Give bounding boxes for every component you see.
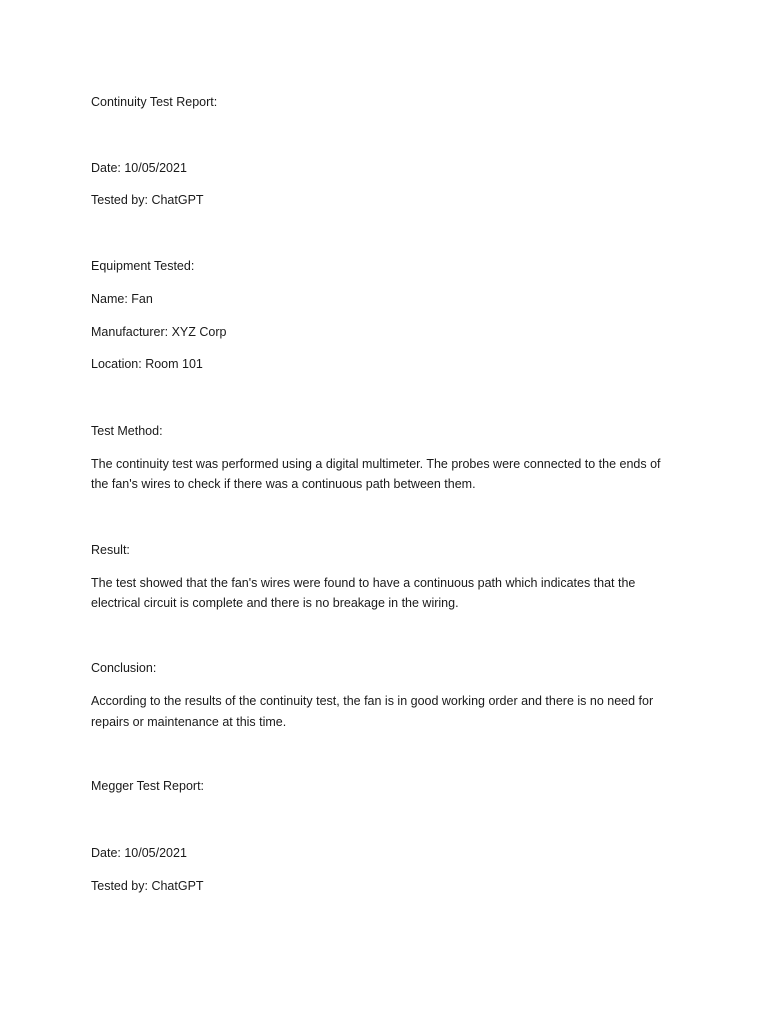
test-method-heading: Test Method: bbox=[91, 424, 163, 438]
megger-date: Date: 10/05/2021 bbox=[91, 846, 187, 860]
result-heading: Result: bbox=[91, 543, 130, 557]
result-line-2: electrical circuit is complete and there is no breakage in the wiring. bbox=[91, 596, 459, 610]
continuity-tested-by: Tested by: ChatGPT bbox=[91, 193, 204, 207]
equipment-heading: Equipment Tested: bbox=[91, 259, 195, 273]
continuity-report-heading: Continuity Test Report: bbox=[91, 95, 218, 109]
test-method-line-1: The continuity test was performed using a digital multimeter. The probes were connected to the ends of bbox=[91, 457, 661, 471]
conclusion-line-1: According to the results of the continuity test, the fan is in good working order and there is no need for bbox=[91, 694, 654, 708]
megger-tested-by: Tested by: ChatGPT bbox=[91, 879, 204, 893]
equipment-location: Location: Room 101 bbox=[91, 357, 203, 371]
conclusion-line-2: repairs or maintenance at this time. bbox=[91, 715, 287, 729]
test-method-line-2: the fan's wires to check if there was a continuous path between them. bbox=[91, 477, 476, 491]
result-line-1: The test showed that the fan's wires were found to have a continuous path which indicates that the bbox=[91, 576, 636, 590]
equipment-manufacturer: Manufacturer: XYZ Corp bbox=[91, 325, 227, 339]
continuity-date: Date: 10/05/2021 bbox=[91, 161, 187, 175]
megger-report-heading: Megger Test Report: bbox=[91, 779, 205, 793]
conclusion-heading: Conclusion: bbox=[91, 661, 157, 675]
equipment-name: Name: Fan bbox=[91, 292, 153, 306]
